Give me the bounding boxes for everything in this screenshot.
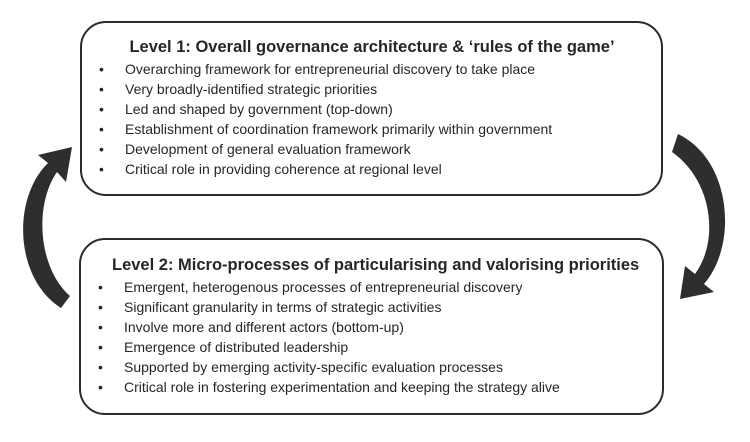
list-item: • Supported by emerging activity-specific evaluation processes [98, 357, 648, 377]
list-item: • Emergent, heterogenous processes of entrepreneurial discovery [98, 277, 648, 297]
level1-list [99, 59, 645, 179]
level2-box [79, 238, 664, 415]
list-item: • Very broadly-identified strategic priorities [99, 79, 645, 99]
level2-list [98, 277, 648, 397]
level1-box [80, 21, 663, 196]
level1-title: Level 1: Overall governance architecture & ‘rules of the game’ [129, 38, 615, 56]
level2-title: Level 2: Micro-processes of particularising and valorising priorities [112, 256, 640, 274]
list-item: • Critical role in fostering experimentation and keeping the strategy alive [98, 377, 648, 397]
list-item: • Led and shaped by government (top-down) [99, 99, 645, 119]
list-item: • Critical role in providing coherence at regional level [99, 159, 645, 179]
list-item: • Involve more and different actors (bottom-up) [98, 317, 648, 337]
list-item: • Emergence of distributed leadership [98, 337, 648, 357]
list-item: • Significant granularity in terms of strategic activities [98, 297, 648, 317]
list-item: • Overarching framework for entrepreneurial discovery to take place [99, 59, 645, 79]
right-down-arrow [672, 134, 725, 299]
list-item: • Establishment of coordination framework primarily within government [99, 119, 645, 139]
left-up-arrow [23, 147, 72, 308]
list-item: • Development of general evaluation framework [99, 139, 645, 159]
